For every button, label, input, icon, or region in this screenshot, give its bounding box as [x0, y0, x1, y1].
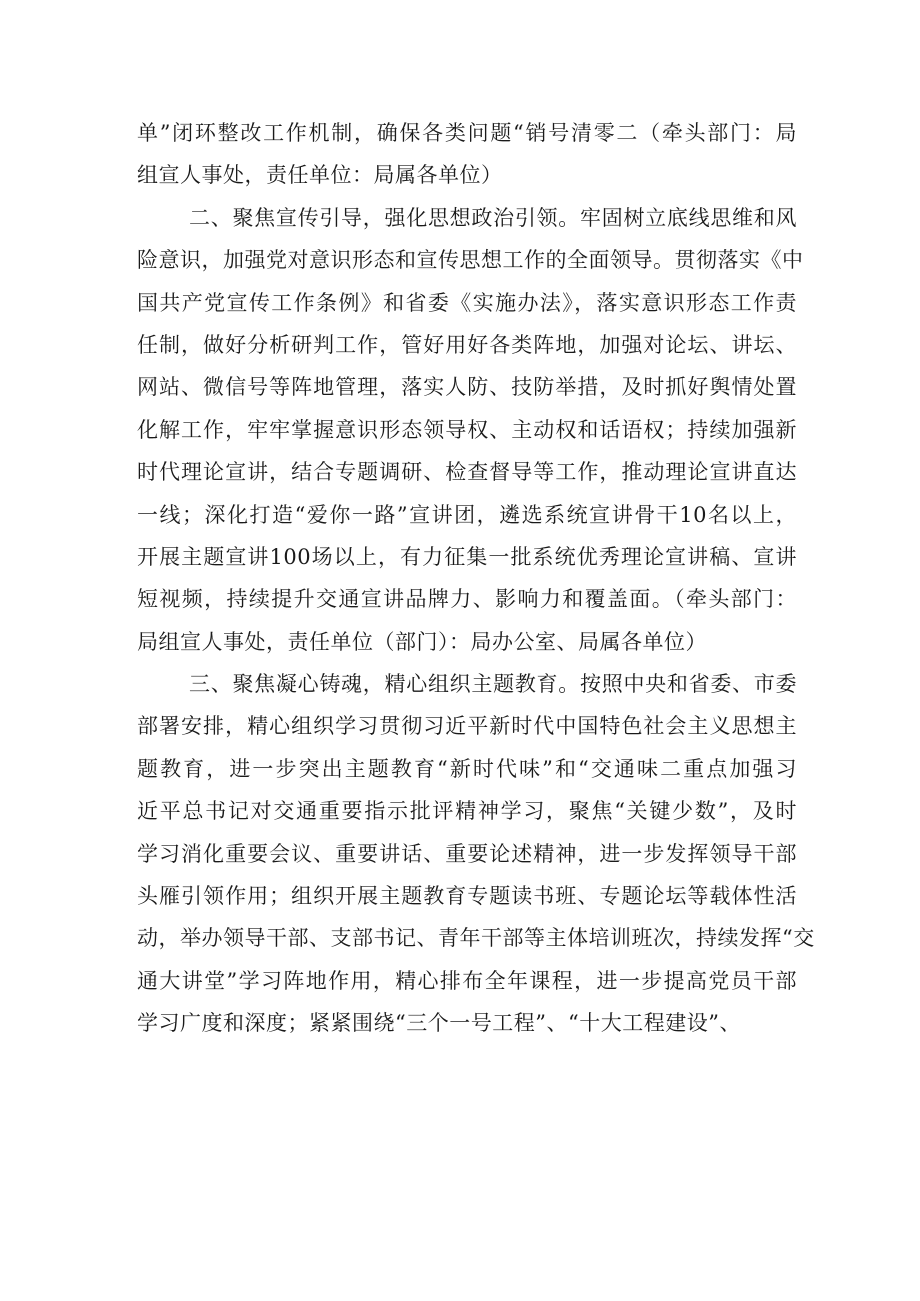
text-line: 险意识，加强党对意识形态和宣传思想工作的全面领导。贯彻落实《中	[137, 248, 804, 273]
text-line: 动，举办领导干部、支部书记、青年干部等主体培训班次，持续发挥“交	[137, 926, 815, 951]
document-body	[137, 112, 815, 1045]
text-line: 三、聚焦凝心铸魂，精心组织主题教育。按照中央和省委、市委	[189, 672, 797, 697]
paragraph	[137, 112, 797, 197]
text-line: 局组宣人事处，责任单位（部门）：局办公室、局属各单位）	[137, 629, 707, 654]
text-line: 近平总书记对交通重要指示批评精神学习，聚焦“关键少数”，及时	[137, 799, 797, 824]
text-line: 组宣人事处，责任单位：局属各单位）	[137, 163, 503, 188]
text-line: 化解工作，牢牢掌握意识形态领导权、主动权和话语权；持续加强新	[137, 417, 797, 442]
text-line: 国共产党宣传工作条例》和省委《实施办法》，落实意识形态工作责	[137, 290, 797, 315]
text-line: 二、聚焦宣传引导，强化思想政治引领。牢固树立底线思维和风	[189, 205, 797, 230]
text-line: 部署安排，精心组织学习贯彻习近平新时代中国特色社会主义思想主	[137, 714, 797, 739]
text-line: 通大讲堂”学习阵地作用，精心排布全年课程，进一步提高党员干部	[137, 968, 797, 993]
text-line: 短视频，持续提升交通宣讲品牌力、影响力和覆盖面。（牵头部门：	[137, 587, 797, 612]
text-line: 网站、微信号等阵地管理，落实人防、技防举措，及时抓好舆情处置	[137, 375, 797, 400]
text-line: 头雁引领作用；组织开展主题教育专题读书班、专题论坛等载体性活	[137, 884, 797, 909]
text-line: 学习消化重要会议、重要讲话、重要论述精神，进一步发挥领导干部	[137, 841, 797, 866]
text-line: 一线；深化打造“爱你一路”宣讲团，遴选系统宣讲骨干10名以上，	[137, 502, 797, 527]
paragraph	[137, 663, 815, 1045]
text-line: 开展主题宣讲100场以上，有力征集一批系统优秀理论宣讲稿、宣讲	[137, 544, 797, 569]
text-line: 学习广度和深度；紧紧围绕“三个一号工程”、“十大工程建设”、	[137, 1011, 741, 1036]
paragraph	[137, 197, 804, 663]
text-line: 题教育，进一步突出主题教育“新时代味”和“交通味二重点加强习	[137, 756, 797, 781]
text-line: 任制，做好分析研判工作，管好用好各类阵地，加强对论坛、讲坛、	[137, 332, 797, 357]
text-line: 时代理论宣讲，结合专题调研、检查督导等工作，推动理论宣讲直达	[137, 460, 797, 485]
text-line: 单”闭环整改工作机制，确保各类问题“销号清零二（牵头部门：局	[137, 121, 797, 145]
